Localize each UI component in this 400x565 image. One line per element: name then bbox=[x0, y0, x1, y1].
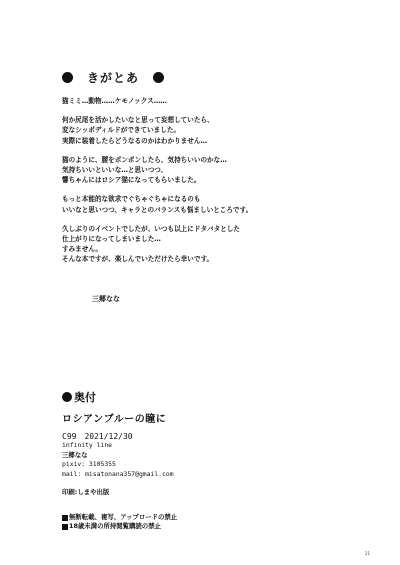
afterword-line: そんな本ですが、楽しんでいただけたら幸いです。 bbox=[62, 255, 214, 264]
notice-item bbox=[62, 522, 177, 531]
afterword-line: 何か尻尾を活かしたいなと思って妄想していたら、 bbox=[62, 116, 214, 125]
afterword-line: 猫ミミ…動物……ケモノックス…… bbox=[62, 97, 167, 105]
square-bullet-icon bbox=[62, 524, 68, 530]
notice-text: 無断転載、複写、アップロードの禁止 bbox=[69, 513, 178, 521]
notice-item bbox=[62, 513, 177, 522]
colophon-title: 奥付 bbox=[74, 391, 96, 404]
afterword-header bbox=[62, 69, 164, 86]
bullet-icon bbox=[62, 392, 72, 402]
afterword-title: きがとあ bbox=[87, 71, 140, 85]
afterword-line: 猫のように、腰をポンポンしたら、気持ちいいのかな… bbox=[62, 155, 227, 164]
afterword-line: もっと本能的な欲求でぐちゃぐちゃになるのも bbox=[62, 195, 201, 204]
bullet-right-icon bbox=[153, 72, 164, 83]
afterword-line: 久しぶりのイベントでしたが、いつも以上にドタバタとした bbox=[62, 224, 240, 233]
afterword-line: いいなと思いつつ、キャラとのバランスも悩ましいところです。 bbox=[62, 205, 253, 214]
afterword-paragraph-2 bbox=[62, 115, 382, 146]
afterword-line: 変なシッポディルドができていました。 bbox=[62, 126, 181, 135]
event-date: C99 2021/12/30 bbox=[62, 432, 133, 441]
afterword-line: 響ちゃんにはロシア猫になってもらいました。 bbox=[62, 176, 201, 185]
afterword-line: 実際に装着したらどうなるのかはわかりません… bbox=[62, 136, 208, 145]
colophon-info bbox=[62, 432, 174, 479]
circle-name: infinity line bbox=[62, 441, 113, 450]
afterword-paragraph-5 bbox=[62, 224, 382, 265]
notices bbox=[62, 513, 177, 531]
afterword-paragraph-1 bbox=[62, 96, 382, 106]
mail-address: mail: misatonana357@gmail.com bbox=[62, 469, 174, 478]
afterword-paragraph-3 bbox=[62, 155, 382, 186]
notice-text: 18歳未満の所持閲覧購読の禁止 bbox=[69, 522, 161, 530]
page-number: 21 bbox=[365, 551, 371, 556]
afterword-paragraph-4 bbox=[62, 194, 382, 214]
pixiv-id: pixiv: 3105355 bbox=[62, 460, 116, 469]
printer-credit: 印刷:しまや出版 bbox=[62, 488, 110, 496]
afterword-line: 気持ちいいといいな…と思いつつ、 bbox=[62, 166, 168, 175]
colophon-header bbox=[62, 389, 96, 405]
afterword-line: すみません。 bbox=[62, 245, 102, 254]
afterword-line: 仕上がりになってしまいました… bbox=[62, 235, 161, 244]
author-name: 三郷なな bbox=[62, 450, 88, 459]
book-title: ロシアンブルーの瞳に bbox=[62, 414, 167, 425]
square-bullet-icon bbox=[62, 515, 68, 521]
bullet-left-icon bbox=[62, 72, 73, 83]
afterword-signature: 三郷なな bbox=[92, 295, 120, 303]
afterword-body bbox=[62, 96, 382, 274]
